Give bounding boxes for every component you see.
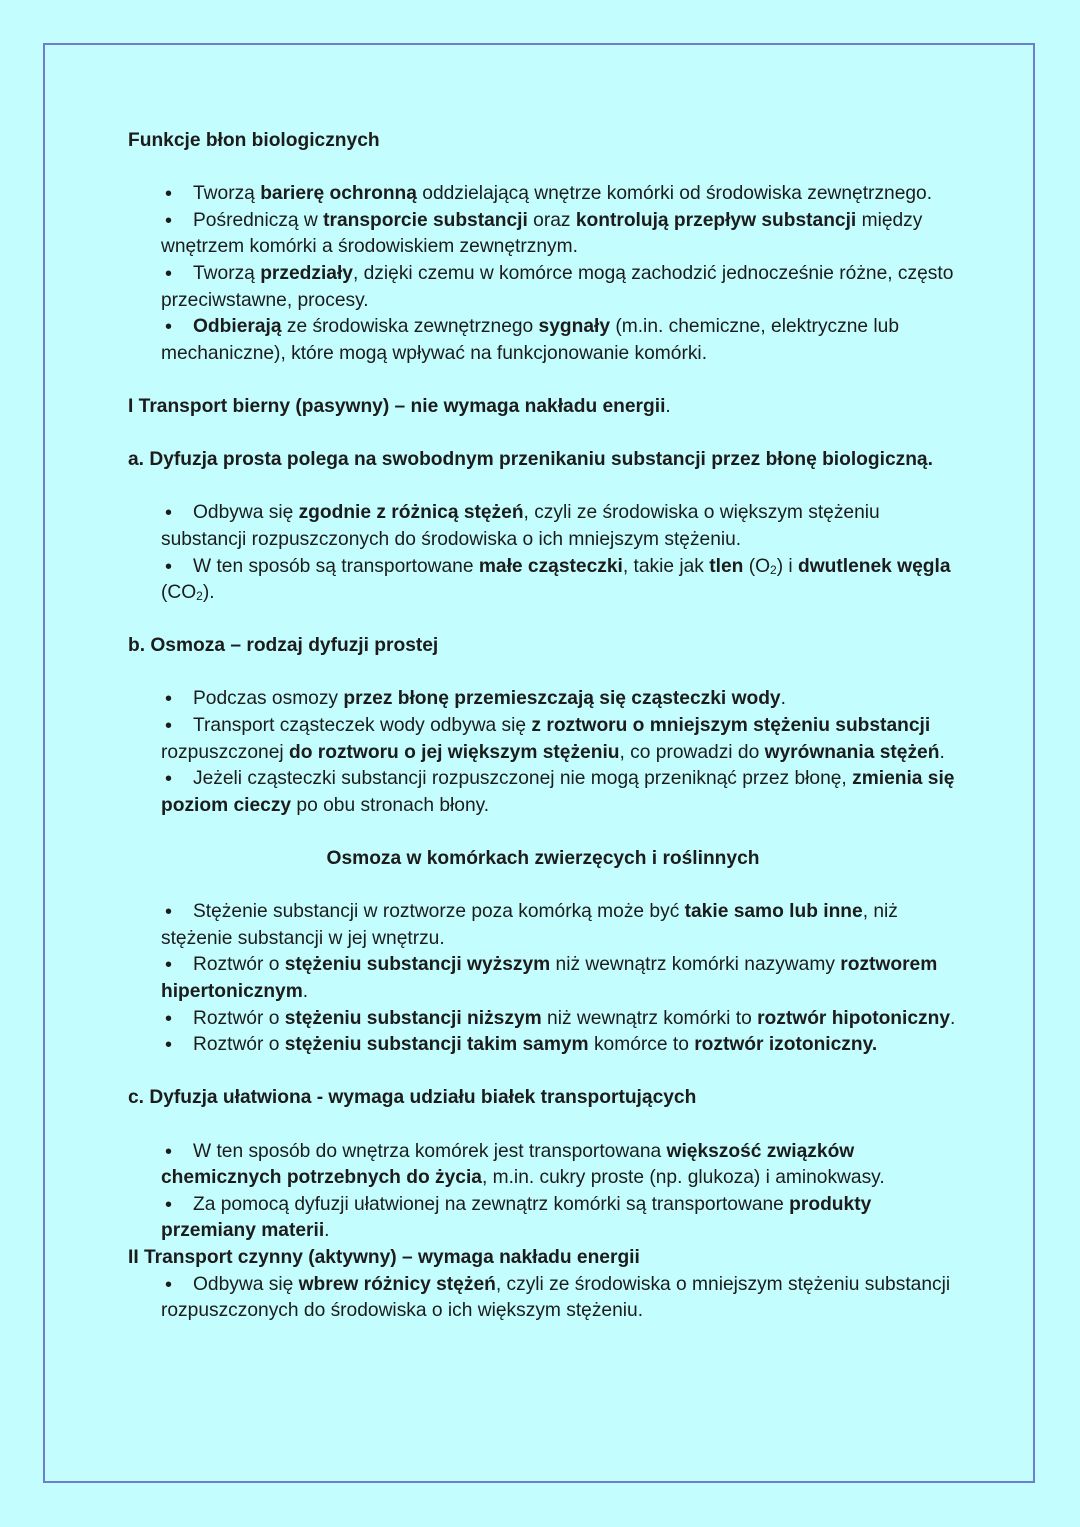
list-dyfuzja-ulatwiona [128, 1139, 958, 1245]
bullet-item: • Roztwór o stężeniu substancji wyższym niż wewnątrz komórki nazywamy roztworem hipertonicznym. [127, 952, 958, 1005]
list-dyfuzja-prosta [128, 500, 958, 606]
bullet-item: • Roztwór o stężeniu substancji takim samym komórce to roztwór izotoniczny. [127, 1032, 958, 1059]
document-body [128, 128, 958, 1325]
bullet-item: • Podczas osmozy przez błonę przemieszczają się cząsteczki wody. [127, 686, 958, 713]
heading-transport-czynny: II Transport czynny (aktywny) – wymaga nakładu energii [128, 1246, 640, 1268]
bullet-item: • Stężenie substancji w roztworze poza komórką może być takie samo lub inne, niż stężenie substancji w jej wnętrzu. [127, 899, 958, 952]
heading-dyfuzja-prosta: a. Dyfuzja prosta polega na swobodnym przenikaniu substancji przez błonę biologiczną. [128, 449, 933, 471]
bullet-item: • Tworzą barierę ochronną oddzielającą wnętrze komórki od środowiska zewnętrznego. [127, 181, 958, 208]
list-funkcje [128, 181, 958, 367]
heading-osmoza: b. Osmoza – rodzaj dyfuzji prostej [128, 635, 439, 657]
bullet-item: • Odbywa się wbrew różnicy stężeń, czyli ze środowiska o mniejszym stężeniu substancji rozpuszczonych do środowiska o ich większym stężeniu. [127, 1272, 958, 1325]
list-transport-czynny [128, 1272, 958, 1325]
list-osmoza-komorki [128, 899, 958, 1059]
bullet-item: • Pośredniczą w transporcie substancji oraz kontrolują przepływ substancji między wnętrzem komórki a środowiskiem zewnętrznym. [127, 208, 958, 261]
heading-osmoza-komorki: Osmoza w komórkach zwierzęcych i roślinnych [326, 848, 760, 870]
bullet-item: • W ten sposób do wnętrza komórek jest transportowana większość związków chemicznych potrzebnych do życia, m.in. cukry proste (np. glukoza) i aminokwasy. [127, 1139, 958, 1192]
heading-transport-bierny: I Transport bierny (pasywny) – nie wymaga nakładu energii. [128, 395, 671, 417]
bullet-item: • Odbywa się zgodnie z różnicą stężeń, czyli ze środowiska o większym stężeniu substancji rozpuszczonych do środowiska o ich mniejszym stężeniu. [127, 500, 958, 553]
heading-dyfuzja-ulatwiona: c. Dyfuzja ułatwiona - wymaga udziału białek transportujących [128, 1087, 697, 1109]
heading-funkcje: Funkcje błon biologicznych [128, 130, 380, 151]
bullet-item: • Tworzą przedziały, dzięki czemu w komórce mogą zachodzić jednocześnie różne, często przeciwstawne, procesy. [127, 261, 958, 314]
bullet-item: • Jeżeli cząsteczki substancji rozpuszczonej nie mogą przeniknąć przez błonę, zmienia się poziom cieczy po obu stronach błony. [127, 766, 958, 819]
bullet-item: • W ten sposób są transportowane małe cząsteczki, takie jak tlen $(O_2)$ i dwutlenek węgla $(CO_2)$. [127, 554, 958, 607]
bullet-item: • Odbierają ze środowiska zewnętrznego sygnały (m.in. chemiczne, elektryczne lub mechaniczne), które mogą wpływać na funkcjonowanie komórki. [127, 314, 958, 367]
bullet-item: • Roztwór o stężeniu substancji niższym niż wewnątrz komórki to roztwór hipotoniczny. [127, 1006, 958, 1033]
list-osmoza [128, 686, 958, 819]
bullet-item: • Za pomocą dyfuzji ułatwionej na zewnątrz komórki są transportowane produkty przemiany materii. [127, 1192, 958, 1245]
bullet-item: • Transport cząsteczek wody odbywa się z roztworu o mniejszym stężeniu substancji rozpuszczonej do roztworu o jej większym stężeniu, co prowadzi do wyrównania stężeń. [127, 713, 958, 766]
